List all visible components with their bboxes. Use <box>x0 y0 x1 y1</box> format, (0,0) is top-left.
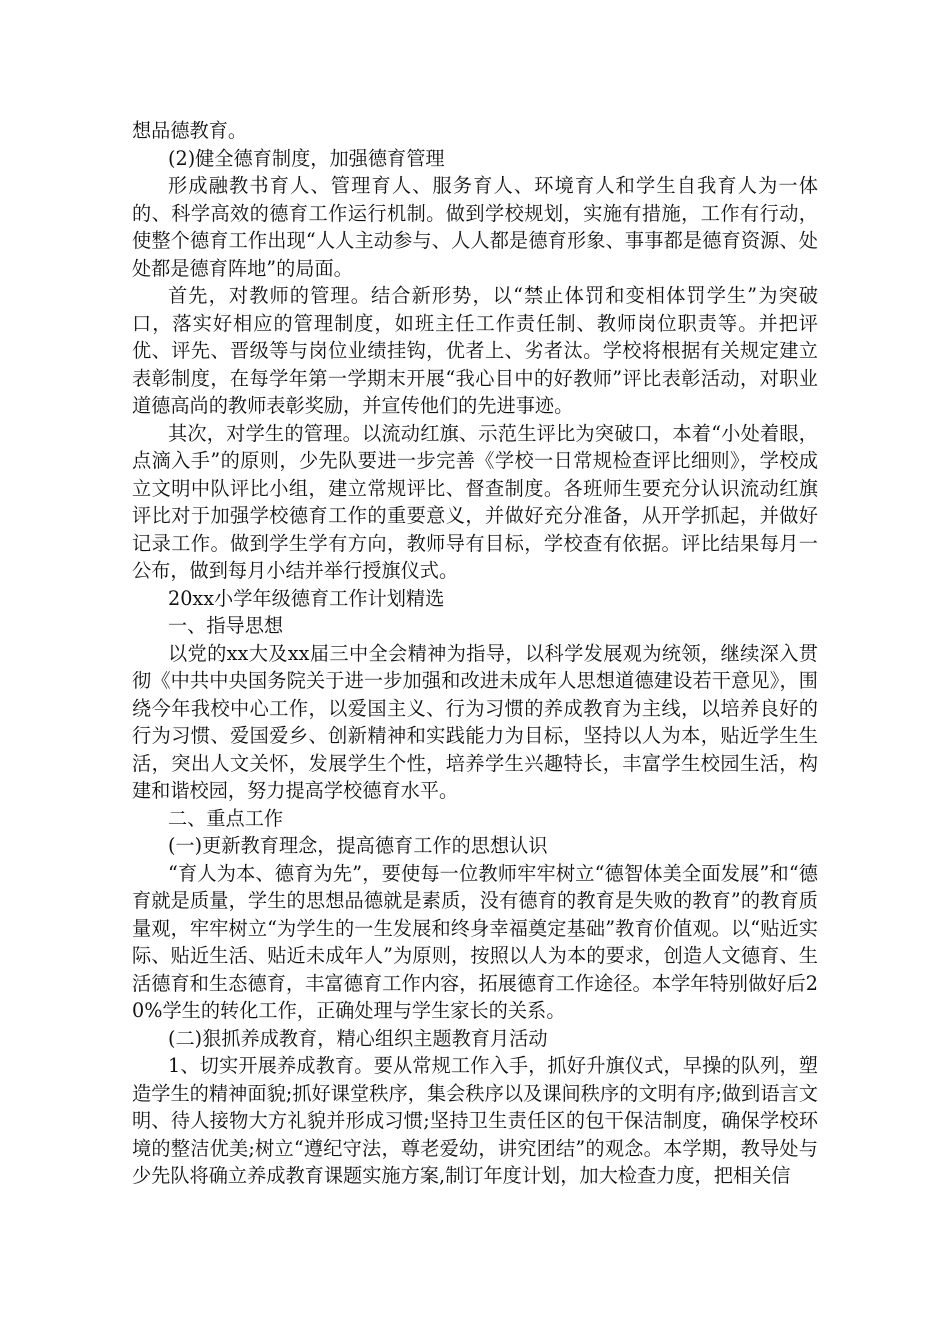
section-heading-guiding-thought: 一、指导思想 <box>168 614 284 637</box>
paragraph-1: 想品德教育。 <box>132 119 248 142</box>
section-heading-key-work: 二、重点工作 <box>168 806 284 830</box>
paragraph-3: 形成融教书育人、管理育人、服务育人、环境育人和学生自我育人为一体的、科学高效的德育工作运行机制。做到学校规划，实施有措施，工作有行动，使整个德育工作出现“人人主动参与、人人都是德育形象、事事都是德育资源、处处都是德育阵地”的局面。 <box>132 174 818 280</box>
document-body <box>132 117 818 1190</box>
section-heading-2: (2)健全德育制度，加强德育管理 <box>168 146 445 170</box>
paragraph-8: 以党的xx大及xx届三中全会精神为指导，以科学发展观为统领，继续深入贯彻《中共中央国务院关于进一步加强和改进未成年人思想道德建设若干意见》，围绕今年我校中心工作，以爱国主义、行为习惯的养成教育为主线，以培养良好的行为习惯、爱国爱乡、创新精神和实践能力为目标，坚持以人为本，贴近学生生活，突出人文关怀，发展学生个性，培养学生兴趣特长，丰富学生校园生活，构建和谐校园，努力提高学校德育水平。 <box>132 641 818 802</box>
paragraph-5: 其次，对学生的管理。以流动红旗、示范生评比为突破口，本着“小处着眼，点滴入手”的原则，少先队要进一步完善《学校一日常规检查评比细则》，学校成立文明中队评比小组，建立常规评比、督查制度。各班师生要充分认识流动红旗评比对于加强学校德育工作的重要意义，并做好充分准备，从开学抓起，并做好记录工作。做到学生学有方向，教师导有目标，学校查有依据。评比结果每月一公布，做到每月小结并举行授旗仪式。 <box>132 421 818 582</box>
paragraph-4: 首先，对教师的管理。结合新形势，以“禁止体罚和变相体罚学生”为突破口，落实好相应的管理制度，如班主任工作责任制、教师岗位职责等。并把评优、评先、晋级等与岗位业绩挂钩，优者上、劣者汰。学校将根据有关规定建立表彰制度，在每学年第一学期末开展“我心目中的好教师”评比表彰活动，对职业道德高尚的教师表彰奖励，并宣传他们的先进事迹。 <box>132 284 818 417</box>
subheading-2: (二)狠抓养成教育，精心组织主题教育月活动 <box>168 1026 548 1050</box>
subheading-1: (一)更新教育理念，提高德育工作的思想认识 <box>168 834 548 857</box>
paragraph-11: “育人为本、德育为先”，要使每一位教师牢牢树立“德智体美全面发展”和“德育就是质量，学生的思想品德就是素质，没有德育的教育是失败的教育”的教育质量观，牢牢树立“为学生的一生发展和终身幸福奠定基础”教育价值观。以“贴近实际、贴近生活、贴近未成年人”为原则，按照以人为本的要求，创造人文德育、生活德育和生态德育，丰富德育工作内容，拓展德育工作途径。本学年特别做好后20%学生的转化工作，正确处理与学生家长的关系。 <box>132 861 818 1022</box>
paragraph-13: 1、切实开展养成教育。要从常规工作入手，抓好升旗仪式，早操的队列，塑造学生的精神面貌;抓好课堂秩序，集会秩序以及课间秩序的文明有序;做到语言文明、待人接物大方礼貌并形成习惯;坚持卫生责任区的包干保洁制度，确保学校环境的整洁优美;树立“遵纪守法，尊老爱幼，讲究团结”的观念。本学期，教导处与少先队将确立养成教育课题实施方案,制订年度计划，加大检查力度，把相关信 <box>132 1054 818 1187</box>
document-title: 20xx小学年级德育工作计划精选 <box>168 586 445 610</box>
